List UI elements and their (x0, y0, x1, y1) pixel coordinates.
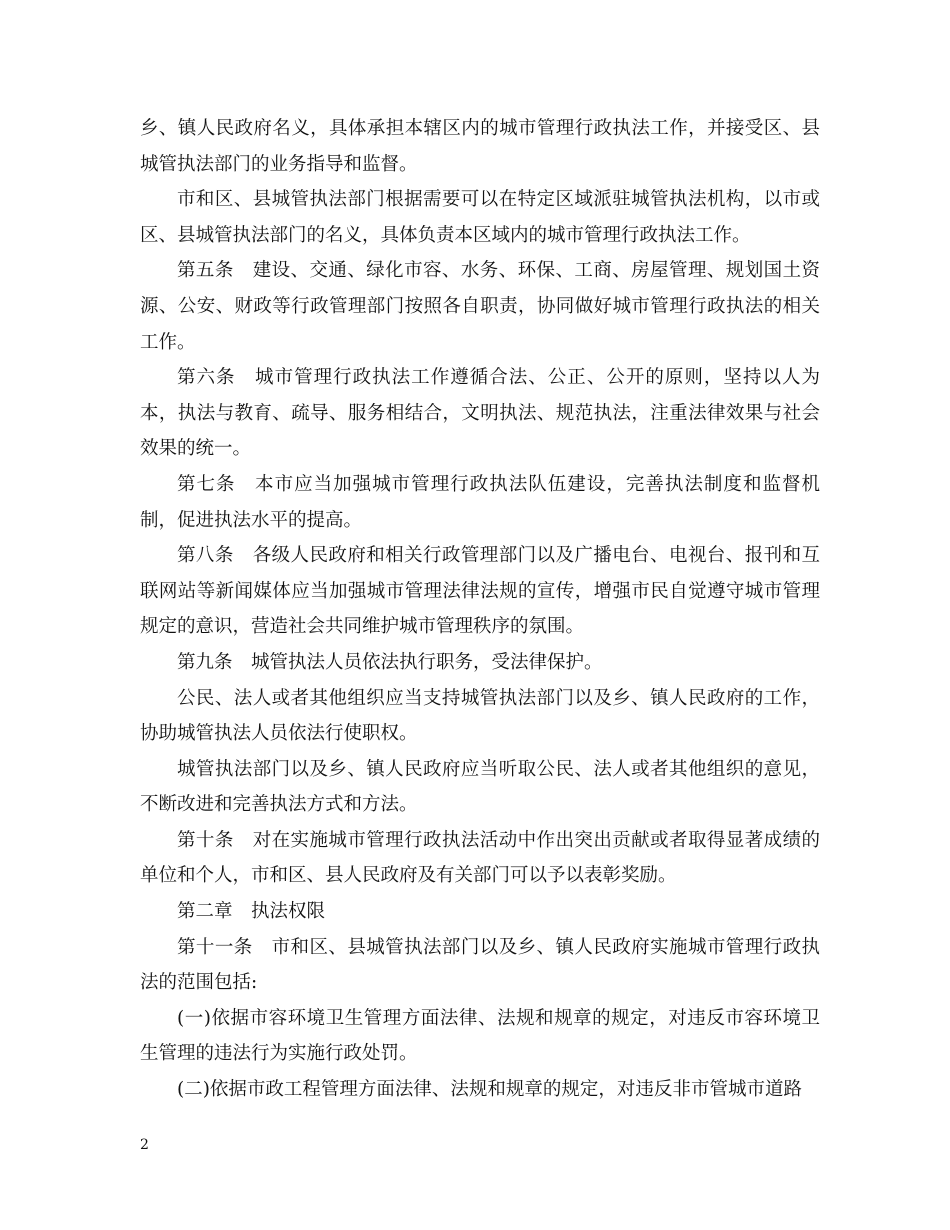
article-5: 第五条 建设、交通、绿化市容、水务、环保、工商、房屋管理、规划国土资源、公安、财政等行政管理部门按照各自职责，协同做好城市管理行政执法的相关工作。 (140, 260, 820, 353)
chapter-heading: 第二章 执法权限 (177, 901, 326, 923)
list-item: (二)依据市政工程管理方面法律、法规和规章的规定，对违反非市管城市道路 (177, 1079, 802, 1101)
list-item: (一)依据市容环境卫生管理方面法律、法规和规章的规定，对违反市容环境卫生管理的违法行为实施行政处罚。 (140, 1007, 820, 1065)
paragraph: 乡、镇人民政府名义，具体承担本辖区内的城市管理行政执法工作，并接受区、县城管执法部门的业务指导和监督。 (140, 118, 820, 175)
paragraph: 城管执法部门以及乡、镇人民政府应当听取公民、法人或者其他组织的意见，不断改进和完善执法方式和方法。 (140, 758, 820, 816)
article-8: 第八条 各级人民政府和相关行政管理部门以及广播电台、电视台、报刊和互联网站等新闻媒体应当加强城市管理法律法规的宣传，增强市民自觉遵守城市管理规定的意识，营造社会共同维护城市管理秩序的氛围。 (140, 545, 820, 638)
article-10: 第十条 对在实施城市管理行政执法活动中作出突出贡献或者取得显著成绩的单位和个人，市和区、县人民政府及有关部门可以予以表彰奖励。 (140, 829, 820, 887)
page-number: 2 (140, 1137, 149, 1153)
body-text (140, 111, 820, 1108)
article-6: 第六条 城市管理行政执法工作遵循合法、公正、公开的原则，坚持以人为本，执法与教育、疏导、服务相结合，文明执法、规范执法，注重法律效果与社会效果的统一。 (140, 367, 820, 460)
paragraph: 市和区、县城管执法部门根据需要可以在特定区域派驻城管执法机构，以市或区、县城管执法部门的名义，具体负责本区域内的城市管理行政执法工作。 (140, 189, 820, 246)
article-11: 第十一条 市和区、县城管执法部门以及乡、镇人民政府实施城市管理行政执法的范围包括: (140, 936, 820, 994)
paragraph: 公民、法人或者其他组织应当支持城管执法部门以及乡、镇人民政府的工作，协助城管执法人员依法行使职权。 (140, 687, 820, 745)
article-9: 第九条 城管执法人员依法执行职务，受法律保护。 (177, 651, 603, 673)
article-7: 第七条 本市应当加强城市管理行政执法队伍建设，完善执法制度和监督机制，促进执法水平的提高。 (140, 473, 820, 531)
